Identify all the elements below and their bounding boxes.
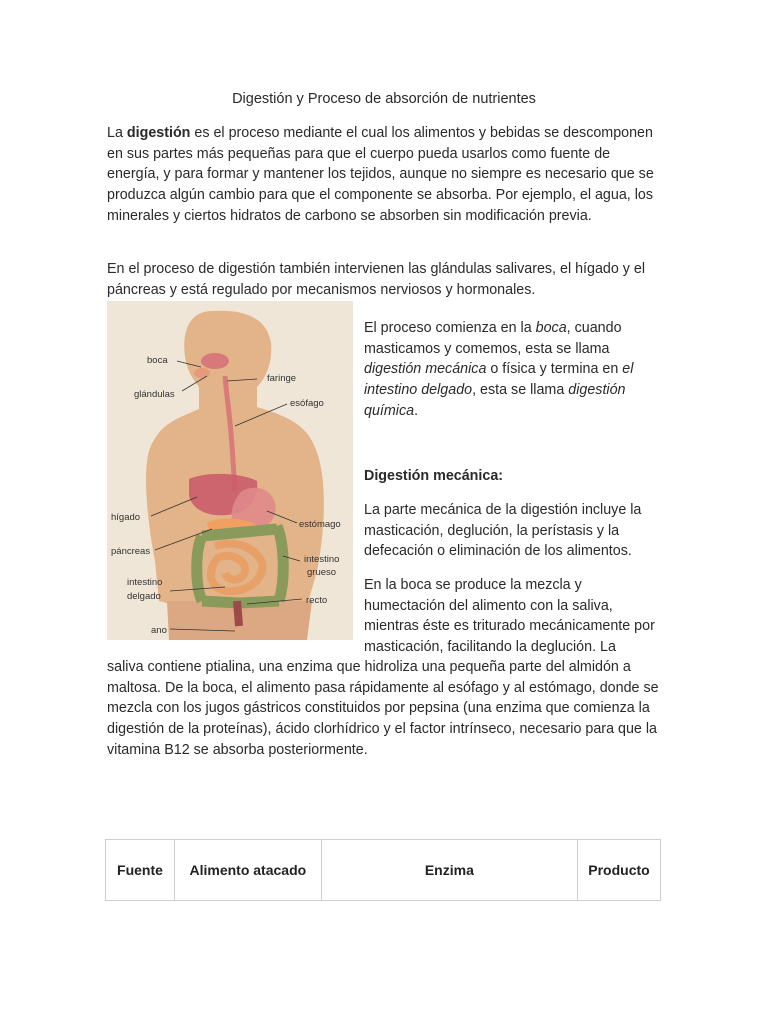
label-boca: boca xyxy=(147,355,168,366)
label-estomago: estómago xyxy=(299,519,341,530)
glands-paragraph: En el proceso de digestión también intervienen las glándulas salivares, el hígado y el páncreas y está regulado por mecanismos nerviosos y hormonales. xyxy=(107,261,646,298)
process-term-digestion-mecanica: digestión mecánica xyxy=(364,361,487,378)
label-glandulas: glándulas xyxy=(134,389,175,400)
process-text-a: El proceso comienza en la xyxy=(364,320,536,336)
saliva-paragraph: saliva contiene ptialina, una enzima que hidroliza una pequeña parte del almidón a maltosa. De la boca, el alimento pasa rápidamente al esófago y al estómago, donde se mezcla con los jugos gástricos constituidos por pepsina (una enzima que comienza la digestión de la proteínas), ácido clorhídrico y el factor intrínseco, necesario para que la vitamina B12 se absorba posteriormente. xyxy=(107,659,659,758)
mouth-paragraph: En la boca se produce la mezcla y humectación del alimento con la saliva, mientras éste es triturado mecánicamente por masticación, facilitando la deglución. La xyxy=(364,577,655,656)
table-header-enzima: Enzima xyxy=(321,840,577,901)
table-header-alimento: Alimento atacado xyxy=(174,840,321,901)
label-faringe: faringe xyxy=(267,373,297,384)
digestive-system-illustration xyxy=(107,301,353,640)
table-header-fuente: Fuente xyxy=(106,840,175,901)
label-intestino-delgado-2: delgado xyxy=(127,591,161,602)
enzyme-table xyxy=(105,839,661,901)
table-header-producto: Producto xyxy=(578,840,661,901)
mechanical-paragraph: La parte mecánica de la digestión incluye la masticación, deglución, la perístasis y la defecación o eliminación de los alimentos. xyxy=(364,502,642,560)
intro-rest: es el proceso mediante el cual los alimentos y bebidas se descomponen en sus partes más pequeñas para que el cuerpo pueda usarlos como fuente de energía, y para formar y mantener los tejidos, aunque no siempre es necesario que se produzca algún cambio para que el componente se absorba. Por ejemplo, el agua, los minerales y ciertos hidratos de carbono se absorben sin modificación previa. xyxy=(107,125,654,224)
section-heading: Digestión mecánica: xyxy=(364,468,504,484)
label-ano: ano xyxy=(151,625,167,636)
process-term-digestion-quimica: digestión química xyxy=(364,382,626,419)
intro-bold-term: digestión xyxy=(126,125,191,141)
label-pancreas: páncreas xyxy=(111,546,151,557)
label-recto: recto xyxy=(306,595,328,606)
process-paragraph xyxy=(364,318,662,422)
process-text-g: , esta se llama xyxy=(472,382,569,399)
label-intestino-delgado-1: intestino xyxy=(127,577,163,588)
process-term-boca: boca xyxy=(535,320,567,336)
intro-pre: La xyxy=(107,125,127,141)
process-text-c: , cuando masticamos y comemos, esta se llama xyxy=(364,320,622,357)
process-term-intestino: el intestino delgado xyxy=(364,361,634,399)
digestive-system-diagram xyxy=(107,301,353,640)
label-higado: hígado xyxy=(111,512,141,523)
table-header-row xyxy=(106,840,661,901)
label-esofago: esófago xyxy=(290,398,324,409)
label-intestino-grueso-1: intestino xyxy=(304,554,340,565)
label-intestino-grueso-2: grueso xyxy=(307,567,337,578)
process-text-i: . xyxy=(414,402,419,419)
intro-paragraph xyxy=(107,123,663,227)
document-title: Digestión y Proceso de absorción de nutrientes xyxy=(232,91,536,107)
process-text-e: o física y termina en xyxy=(486,361,623,378)
